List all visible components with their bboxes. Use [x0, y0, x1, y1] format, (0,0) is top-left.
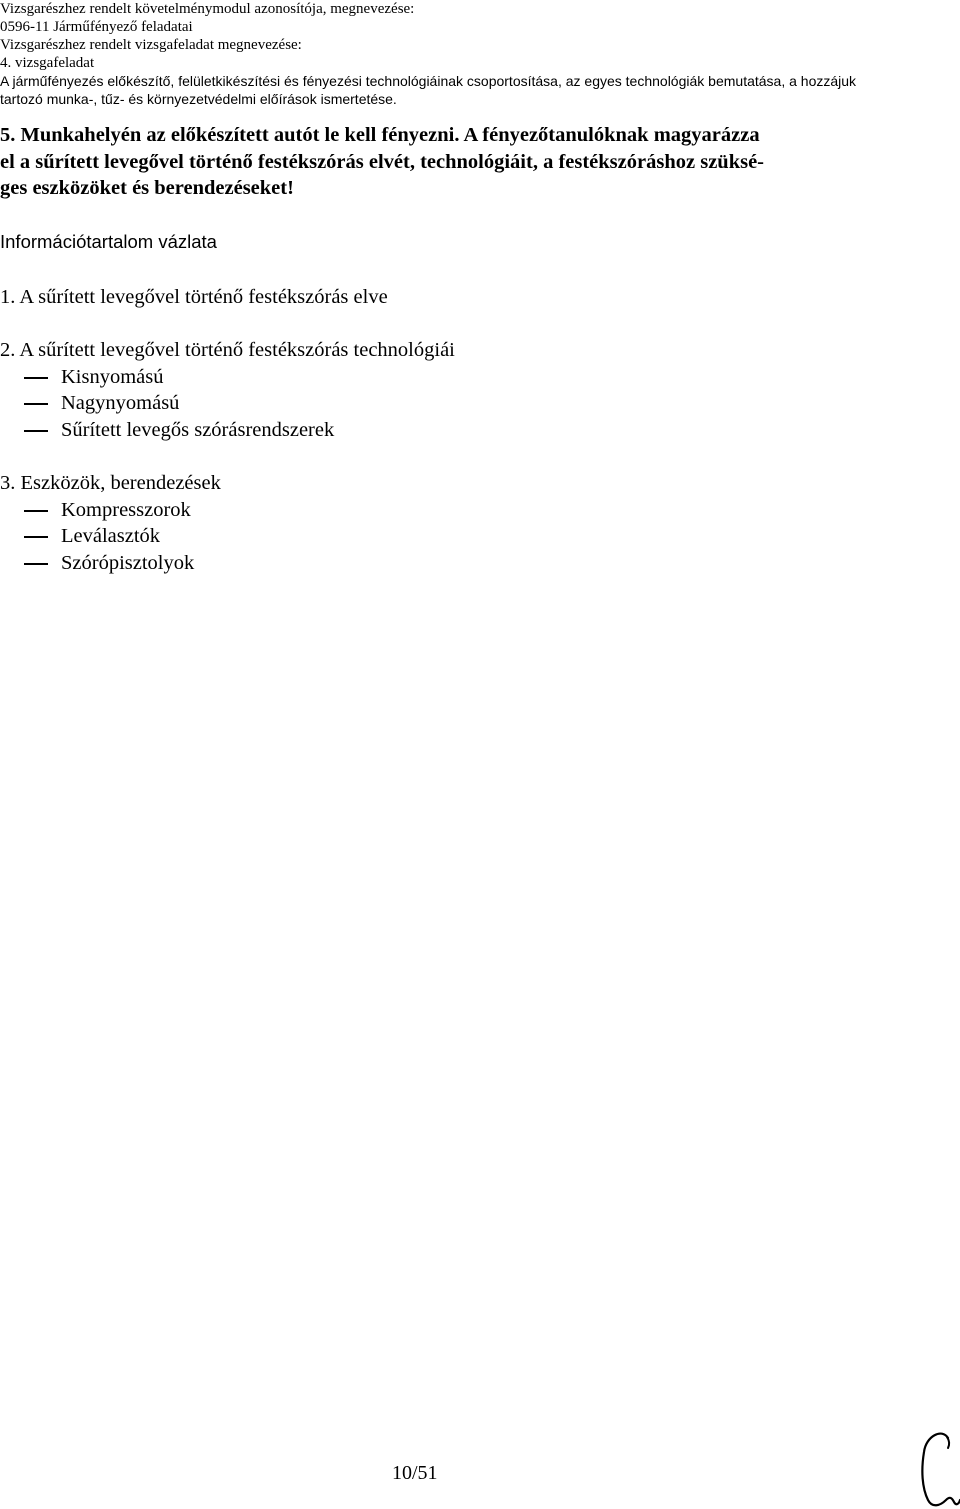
list-item-label: Kisnyomású — [61, 365, 164, 388]
header-module-name: 0596-11 Járműfényező feladatai — [0, 19, 193, 35]
list-item-label: Leválasztók — [61, 525, 161, 548]
list-item — [0, 550, 221, 577]
task-line-3: ges eszközöket és berendezéseket! — [0, 177, 294, 199]
header-module-label: Vizsgarészhez rendelt követelménymodul azonosítója, megnevezése: — [0, 1, 415, 17]
section-heading: 2. A sűrített levegővel történő festékszórás technológiái — [0, 339, 455, 361]
dash-bullet-icon — [24, 510, 48, 512]
outline-section-2 — [0, 337, 455, 443]
section-heading: 1. A sűrített levegővel történő festékszórás elve — [0, 286, 388, 308]
dash-bullet-icon — [24, 430, 48, 432]
list-item-label: Nagynyomású — [61, 392, 180, 415]
outline-title: Információtartalom vázlata — [0, 231, 217, 252]
list-item-label: Kompresszorok — [61, 498, 191, 521]
header-task-name: 4. vizsgafeladat — [0, 55, 95, 71]
outline-section-1 — [0, 284, 388, 311]
signature-initial — [918, 1430, 960, 1509]
page-number: 10/51 — [392, 1462, 438, 1484]
list-item-label: Sűrített levegős szórásrendszerek — [61, 418, 335, 441]
list-item — [0, 523, 221, 550]
list-item — [0, 497, 221, 524]
page-header — [0, 0, 960, 108]
dash-bullet-icon — [24, 536, 48, 538]
outline-section-3 — [0, 470, 221, 576]
dash-bullet-icon — [24, 403, 48, 405]
section-heading: 3. Eszközök, berendezések — [0, 472, 221, 494]
list-item — [0, 417, 455, 444]
header-description-line-1: A járműfényezés előkészítő, felületkikészítési és fényezési technológiáinak csoportosítása, az egyes technológiák bemutatása, a hozzájuk — [0, 73, 857, 89]
list-item-label: Szórópisztolyok — [61, 551, 195, 574]
header-task-label: Vizsgarészhez rendelt vizsgafeladat megnevezése: — [0, 37, 302, 53]
dash-bullet-icon — [24, 563, 48, 565]
header-description-line-2: tartozó munka-, tűz- és környezetvédelmi előírások ismertetése. — [0, 91, 397, 107]
task-line-2: el a sűrített levegővel történő festékszórás elvét, technológiáit, a festékszóráshoz szüksé- — [0, 150, 764, 173]
task-statement — [0, 122, 880, 202]
list-item — [0, 390, 455, 417]
dash-bullet-icon — [24, 377, 48, 379]
list-item — [0, 364, 455, 391]
task-line-1: 5. Munkahelyén az előkészített autót le kell fényezni. A fényezőtanulóknak magyarázza — [0, 124, 760, 146]
